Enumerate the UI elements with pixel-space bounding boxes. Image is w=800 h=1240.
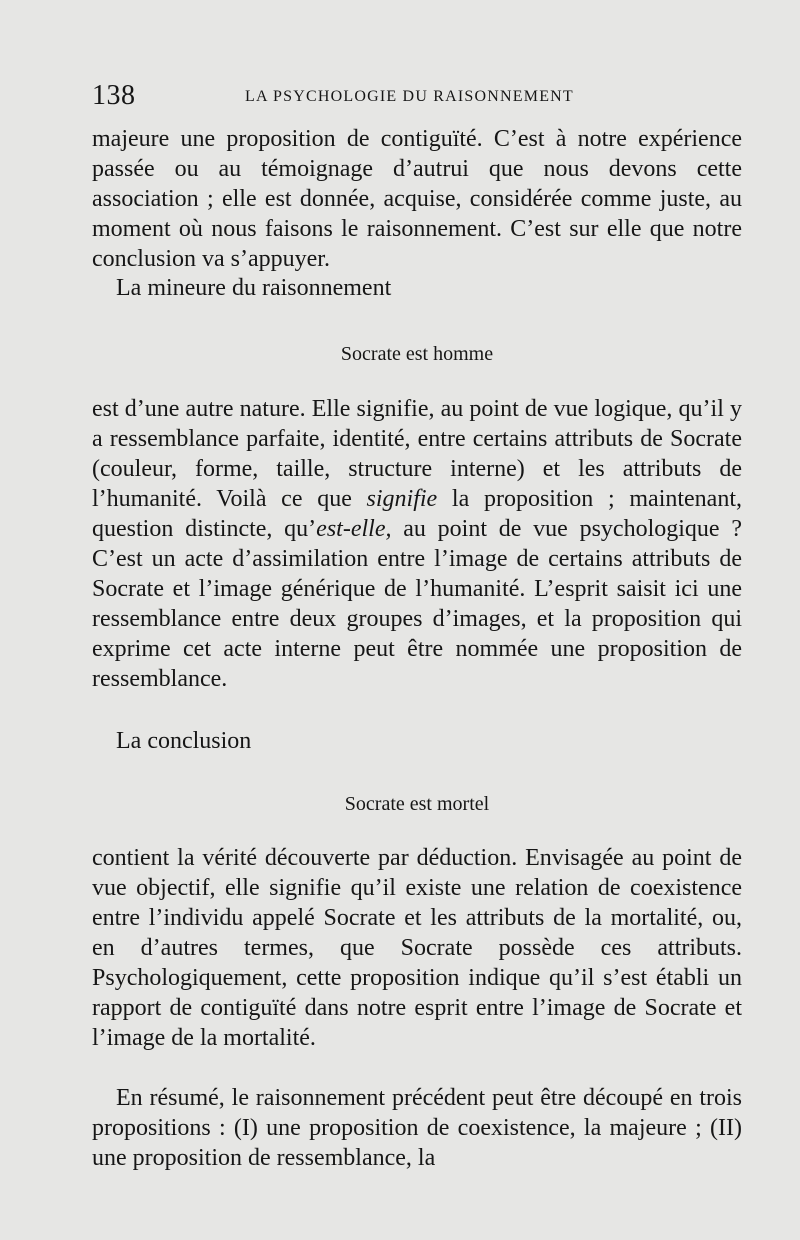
- paragraph-segment: la proposition ; maintenant, question distincte, qu’: [92, 486, 742, 542]
- minor-premise-label-block: [92, 273, 742, 303]
- minor-premise-label: La mineure du raisonnement: [116, 275, 392, 301]
- paragraph-segment: au point de vue psychologique ? C’est un acte d’assimilation entre l’image de certains attributs de Socrate et l’image générique de l’humanité. L’esprit saisit ici une ressemblance entre deux groupes d’images, et la proposition qui exprime cet acte interne peut être nommée une proposition de ressemblance.: [92, 516, 742, 692]
- paragraph-text: En résumé, le raisonnement précédent peut être découpé en trois propositions : (I) une proposition de coexistence, la majeure ; (II) une proposition de ressemblance, la: [92, 1085, 742, 1171]
- paragraph-segment: est d’une autre nature. Elle signifie, au point de vue logique, qu’il y a ressemblance parfaite, identité, entre certains attributs de Socrate (couleur, forme, taille, structure interne) et les attributs de l’humanité. Voilà ce que: [92, 396, 742, 512]
- minor-premise-statement: Socrate est homme: [340, 343, 494, 365]
- italic-word-signifie: signifie: [366, 486, 438, 512]
- paragraph-minor-premise: [92, 394, 742, 694]
- paragraph-text: majeure une proposition de contiguïté. C’est à notre expérience passée ou au témoignage d’autrui que nous devons cette association ; elle est donnée, acquise, considérée comme juste, au moment où nous faisons le raisonnement. C’est sur elle que notre conclusion va s’appuyer.: [92, 126, 742, 272]
- paragraph-major-premise: [92, 124, 742, 274]
- conclusion-statement: Socrate est mortel: [344, 793, 490, 815]
- running-title: LA PSYCHOLOGIE DU RAISONNEMENT: [245, 88, 574, 105]
- italic-word-est-elle: est-elle,: [316, 516, 392, 542]
- conclusion-label-block: [92, 726, 742, 756]
- paragraph-text: contient la vérité découverte par déduction. Envisagée au point de vue objectif, elle signifie qu’il existe une relation de coexistence entre l’individu appelé Socrate et les attributs de la mortalité, ou, en d’autres termes, que Socrate possède ces attributs. Psychologiquement, cette proposition indique qu’il s’est établi un rapport de contiguïté dans notre esprit entre l’image de Socrate et l’image de la mortalité.: [92, 845, 742, 1051]
- conclusion-label: La conclusion: [116, 728, 252, 754]
- paragraph-conclusion: [92, 843, 742, 1053]
- page-header: [92, 80, 742, 114]
- page-number: 138: [92, 80, 136, 111]
- paragraph-text: [92, 394, 742, 694]
- paragraph-summary: [92, 1083, 742, 1173]
